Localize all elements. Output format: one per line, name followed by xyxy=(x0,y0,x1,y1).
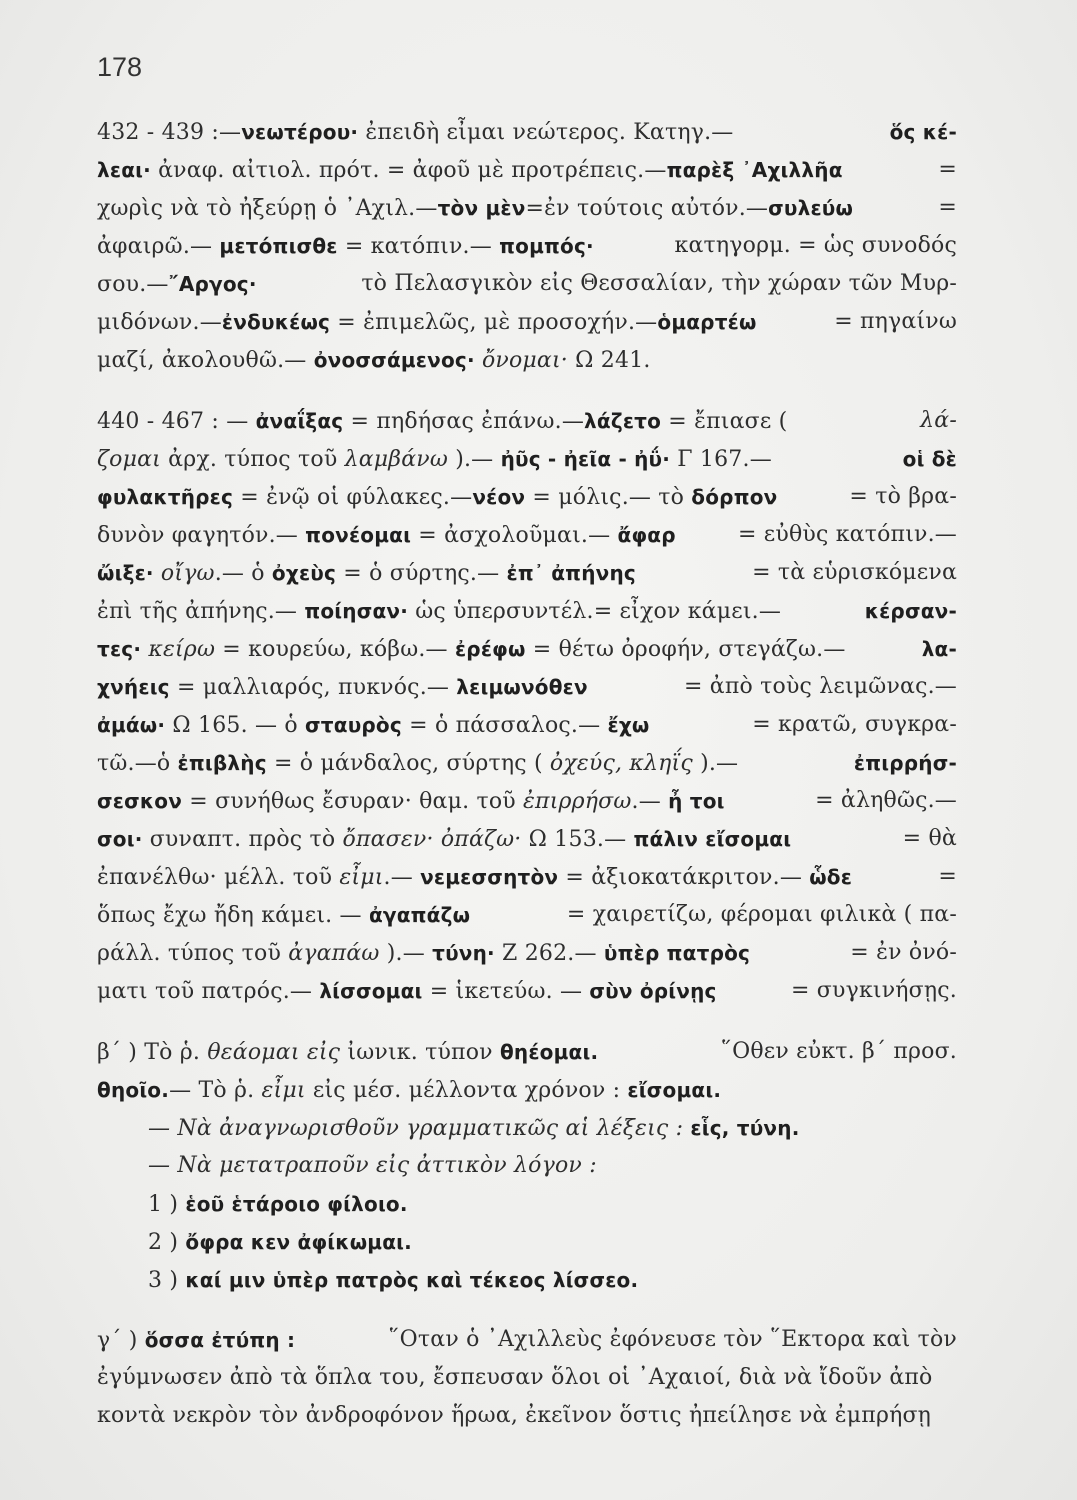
lemma: συλεύω xyxy=(768,196,854,220)
lemma: ἐνδυκέως xyxy=(221,310,331,334)
lemma: λειμωνόθεν xyxy=(456,675,588,699)
text-line: ἐπὶ τῆς ἀπήνης.— ποίησαν· ὡς ὑπερσυντέλ.= εἶχον κάμει.— κέρσαν- xyxy=(97,593,957,630)
text-line: ἀφαιρῶ.— μετόπισθε = κατόπιν.— πομπός· κατηγορμ. = ὡς συνοδός xyxy=(97,233,957,259)
text-line: ἀμάω· Ω 165. — ὁ σταυρὸς = ὁ πάσσαλος.— ἔχω = κρατῶ, συγκρα- xyxy=(97,712,957,738)
lemma: ἔχω xyxy=(607,713,650,737)
text-line: ράλλ. τύπος τοῦ ἀγαπάω ).— τύνη· Ζ 262.— ὑπὲρ πατρὸς = ἐν ὀνό- xyxy=(97,940,957,966)
lemma: τὸν μὲν xyxy=(437,196,526,220)
text-line: σεσκον = συνήθως ἔσυραν· θαμ. τοῦ ἐπιρρήσω.— ἦ τοι = ἀληθῶς.— xyxy=(97,788,957,814)
lemma: ὄφρα κεν ἀφίκωμαι. xyxy=(185,1230,412,1254)
lemma: ἦ τοι xyxy=(668,789,725,813)
text-line: ἐπανέλθω· μέλλ. τοῦ εἶμι.— νεμεσσητὸν = ἀξιοκατάκριτον.— ὧδε = xyxy=(97,864,957,890)
lemma: ἐπιρρήσ- xyxy=(853,751,957,775)
lemma: λάζετο xyxy=(584,409,662,433)
list-item: 3 ) καί μιν ὑπὲρ πατρὸς καὶ τέκεος λίσσεο. xyxy=(148,1268,639,1293)
text-line: ὅπως ἔχω ἤδη κάμει. — ἀγαπάζω = χαιρετίζω, φέρομαι φιλικὰ ( πα- xyxy=(97,902,957,928)
lemma: ὤιξε· xyxy=(97,561,154,585)
text-line: κοντὰ νεκρὸν τὸν ἀνδροφόνον ἥρωα, ἐκεῖνον ὅστις ἠπείλησε νὰ ἐμπρήσῃ xyxy=(97,1403,932,1428)
text-line: χνήεις = μαλλιαρός, πυκνός.— λειμωνόθεν = ἀπὸ τοὺς λειμῶνας.— xyxy=(97,674,957,700)
list-item: 1 ) ἑοῦ ἑτάροιο φίλοιο. xyxy=(148,1192,408,1217)
lemma: εἴσομαι. xyxy=(627,1078,722,1102)
lemma: ὑπὲρ πατρὸς xyxy=(603,941,751,965)
lemma: σοι· xyxy=(97,827,143,851)
lemma: νεωτέρου· xyxy=(241,120,359,144)
lemma: εἷς, τύνη. xyxy=(690,1116,800,1140)
text-line: τες· κείρω = κουρεύω, κόβω.— ἐρέφω = θέτω ὀροφήν, στεγάζω.— λα- xyxy=(97,631,957,668)
lemma: πονέομαι xyxy=(305,523,412,547)
lemma: λεαι· xyxy=(97,158,151,182)
text-line: ματι τοῦ πατρός.— λίσσομαι = ἱκετεύω. — σὺν ὀρίνῃς = συγκινήσῃς. xyxy=(97,978,957,1004)
lemma: δόρπον xyxy=(691,485,778,509)
lemma: ὁμαρτέω xyxy=(657,310,757,334)
text-line: τῶ.—ὁ ἐπιβλὴς = ὁ μάνδαλος, σύρτης ( ὀχεύς, κληΐς ).— ἐπιρρήσ- xyxy=(97,745,957,782)
text-line: μιδόνων.—ἐνδυκέως = ἐπιμελῶς, μὲ προσοχήν.—ὁμαρτέω = πηγαίνω xyxy=(97,309,957,335)
page-number: 178 xyxy=(97,52,143,82)
lemma: ἠῦς - ἠεῖα - ἠΰ· xyxy=(500,447,671,471)
lemma: οἱ δὲ xyxy=(902,447,957,471)
lemma: μετόπισθε xyxy=(219,234,338,258)
lemma: λα- xyxy=(921,637,957,661)
lemma: ὅσσα ἐτύπη : xyxy=(144,1328,296,1352)
lemma: ποίησαν· xyxy=(304,599,409,623)
text-line: — Νὰ μετατραποῦν εἰς ἀττικὸν λόγον : xyxy=(148,1153,597,1178)
text-line: φυλακτῆρες = ἐνῷ οἱ φύλακες.—νέον = μόλις.— τὸ δόρπον = τὸ βρα- xyxy=(97,484,957,510)
lemma: θηοῖο. xyxy=(97,1078,170,1102)
text-line: μαζί, ἀκολουθῶ.— ὀνοσσάμενος· ὄνομαι· Ω 241. xyxy=(97,348,651,373)
lemma: κέρσαν- xyxy=(864,599,957,623)
text-line: ὤιξε· οἴγω.— ὁ ὀχεὺς = ὁ σύρτης.— ἐπ᾽ ἀπήνης = τὰ εὑρισκόμενα xyxy=(97,560,957,586)
lemma: πομπός· xyxy=(499,234,594,258)
list-item: 2 ) ὄφρα κεν ἀφίκωμαι. xyxy=(148,1230,412,1255)
lemma: ἀμάω· xyxy=(97,713,166,737)
lemma: ἐρέφω xyxy=(454,637,526,661)
text-line: χωρὶς νὰ τὸ ἠξεύρῃ ὁ ᾿Αχιλ.—τὸν μὲν=ἐν τούτοις αὐτόν.—συλεύω = xyxy=(97,195,957,221)
lemma: ἄφαρ xyxy=(617,523,676,547)
lemma: ῎Αργος· xyxy=(168,272,257,296)
text-line: 440 - 467 : — ἀναΐξας = πηδήσας ἐπάνω.—λάζετο = ἔπιασε ( λά- xyxy=(97,408,957,434)
text-line: 432 - 439 :—νεωτέρου· ἐπειδὴ εἶμαι νεώτερος. Κατηγ.— ὅς κέ- xyxy=(97,114,957,151)
text-line: γ΄ ) ὅσσα ἐτύπη : ῞Οταν ὁ ᾿Αχιλλεὺς ἐφόνευσε τὸν ῞Εκτορα καὶ τὸν xyxy=(97,1327,957,1353)
lemma: λίσσομαι xyxy=(319,979,423,1003)
text-line: β΄ ) Τὸ ῥ. θεάομαι εἰς ἰωνικ. τύπον θηέομαι. ῞Οθεν εὐκτ. β΄ προσ. xyxy=(97,1039,957,1065)
text-line: ἐγύμνωσεν ἀπὸ τὰ ὅπλα του, ἔσπευσαν ὅλοι οἱ ᾿Αχαιοί, διὰ νὰ ἴδοῦν ἀπὸ xyxy=(97,1365,933,1390)
lemma: ὀχεὺς xyxy=(271,561,337,585)
lemma: νέον xyxy=(472,485,526,509)
text-line: δυνὸν φαγητόν.— πονέομαι = ἀσχολοῦμαι.— ἄφαρ = εὐθὺς κατόπιν.— xyxy=(97,522,957,548)
lemma: νεμεσσητὸν xyxy=(420,865,559,889)
lemma: ὅς κέ- xyxy=(889,120,957,144)
lemma: ἀγαπάζω xyxy=(368,903,471,927)
lemma: φυλακτῆρες xyxy=(97,485,234,509)
lemma: ὀνοσσάμενος· xyxy=(313,348,475,372)
text-line: λεαι· ἀναφ. αἰτιολ. πρότ. = ἀφοῦ μὲ προτρέπεις.—παρὲξ ᾿Αχιλλῆα = xyxy=(97,157,957,183)
lemma: σὺν ὀρίνῃς xyxy=(589,979,717,1003)
lemma: καί μιν ὑπὲρ πατρὸς καὶ τέκεος λίσσεο. xyxy=(185,1268,639,1292)
lemma: χνήεις xyxy=(97,675,170,699)
lemma: ἑοῦ ἑτάροιο φίλοιο. xyxy=(185,1192,408,1216)
lemma: πάλιν εἴσομαι xyxy=(633,827,792,851)
text-line: ζομαι ἀρχ. τύπος τοῦ λαμβάνω ).— ἠῦς - ἠεῖα - ἠΰ· Γ 167.— οἱ δὲ xyxy=(97,441,957,478)
lemma: ἀναΐξας xyxy=(255,409,344,433)
lemma: θηέομαι. xyxy=(499,1040,599,1064)
text-line: θηοῖο.— Τὸ ῥ. εἶμι εἰς μέσ. μέλλοντα χρόνον : εἴσομαι. xyxy=(97,1078,722,1103)
lemma: παρὲξ ᾿Αχιλλῆα xyxy=(666,158,843,182)
lemma: σεσκον xyxy=(97,789,183,813)
text-line: σου.—῎Αργος· τὸ Πελασγικὸν εἰς Θεσσαλίαν, τὴν χώραν τῶν Μυρ- xyxy=(97,271,957,297)
lemma: ἐπιβλὴς xyxy=(177,751,267,775)
lemma: τες· xyxy=(97,637,142,661)
text-line: — Νὰ ἀναγνωρισθοῦν γραμματικῶς αἱ λέξεις : εἷς, τύνη. xyxy=(148,1116,800,1141)
lemma: τύνη· xyxy=(432,941,495,965)
lemma: σταυρὸς xyxy=(305,713,402,737)
lemma: ἐπ᾽ ἀπήνης xyxy=(506,561,636,585)
lemma: ὧδε xyxy=(809,865,853,889)
text-line: σοι· συναπτ. πρὸς τὸ ὄπασεν· ὀπάζω· Ω 153.— πάλιν εἴσομαι = θὰ xyxy=(97,826,957,852)
